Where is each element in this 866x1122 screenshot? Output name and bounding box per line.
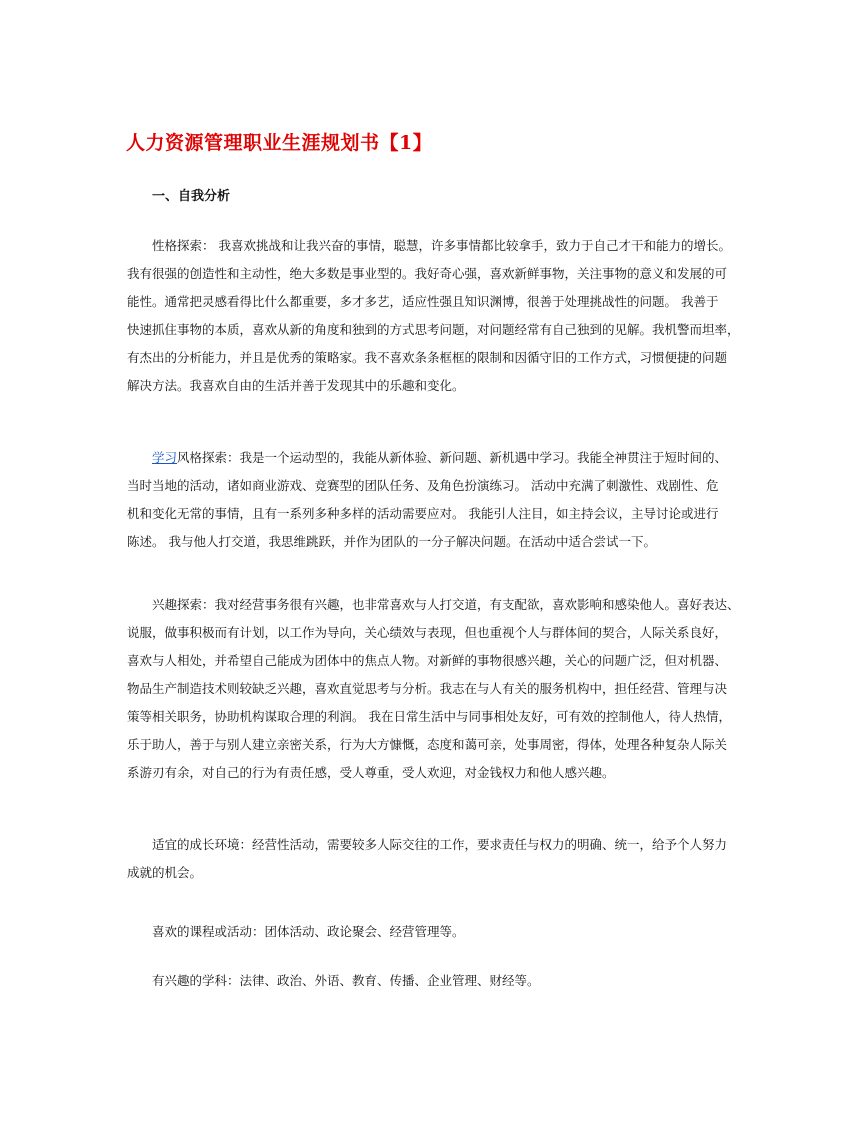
paragraph-learning <box>127 444 750 556</box>
paragraph-line: 当时当地的活动，诸如商业游戏、竞赛型的团队任务、及角色扮演练习。 活动中充满了刺激性、戏剧性、危 <box>127 478 719 493</box>
paragraph-line: 能性。通常把灵感看得比什么都重要，多才多艺，适应性强且知识渊博，很善于处理挑战性的问题。 我善于 <box>127 294 719 309</box>
paragraph-line: 说服，做事积极而有计划，以工作为导向，关心绩效与表现，但也重视个人与群体间的契合，人际关系良好， <box>127 625 728 640</box>
paragraph-line: 陈述。 我与他人打交道，我思维跳跃，并作为团队的一分子解决问题。在活动中适合尝试一下。 <box>127 534 656 549</box>
section-heading: 一、自我分析 <box>152 189 231 204</box>
paragraph-line: 喜欢的课程或活动：团体活动、政论聚会、经营管理等。 <box>152 924 465 939</box>
paragraph-line: 解决方法。我喜欢自由的生活并善于发现其中的乐趣和变化。 <box>127 378 465 393</box>
paragraph-line: 成就的机会。 <box>127 865 203 880</box>
paragraph-line: 适宜的成长环境：经营性活动，需要较多人际交往的工作，要求责任与权力的明确、统一，给予个人努力 <box>152 837 728 852</box>
paragraph-line: 物品生产制造技术则较缺乏兴趣，喜欢直觉思考与分析。我志在与人有关的服务机构中，担任经营、管理与决 <box>127 681 728 696</box>
paragraph-line <box>127 444 750 472</box>
paragraph-line: 快速抓住事物的本质，喜欢从新的角度和独到的方式思考问题，对问题经常有自己独到的见解。我机警而坦率， <box>127 322 740 337</box>
paragraph-line: 喜欢与人相处，并希望自己能成为团体中的焦点人物。对新鲜的事物很感兴趣，关心的问题广泛，但对机器、 <box>127 653 728 668</box>
paragraph-line: 我有很强的创造性和主动性，绝大多数是事业型的。我好奇心强，喜欢新鲜事物，关注事物的意义和发展的可 <box>127 266 728 281</box>
paragraph-environment <box>127 831 750 887</box>
learning-link[interactable]: 学习 <box>152 450 178 465</box>
paragraph-line: 系游刃有余，对自己的行为有责任感，受人尊重，受人欢迎，对金钱权力和他人感兴趣。 <box>127 765 615 780</box>
paragraph-line: 乐于助人，善于与别人建立亲密关系，行为大方慷慨，态度和蔼可亲，处事周密，得体，处理各种复杂人际关 <box>127 737 728 752</box>
paragraph-line: 有杰出的分析能力，并且是优秀的策略家。我不喜欢条条框框的限制和因循守旧的工作方式，习惯便捷的问题 <box>127 350 728 365</box>
paragraph-personality <box>127 232 750 400</box>
paragraph-line: 机和变化无常的事情，且有一系列多种多样的活动需要应对。 我能引人注目，如主持会议，主导讨论或进行 <box>127 506 719 521</box>
paragraph-subjects <box>127 967 750 995</box>
paragraph-line: 兴趣探索：我对经营事务很有兴趣，也非常喜欢与人打交道，有支配欲，喜欢影响和感染他人。喜好表达、 <box>152 597 740 612</box>
paragraph-line-rest: 风格探索：我是一个运动型的，我能从新体验、新问题、新机遇中学习。我能全神贯注于短时间的、 <box>177 450 728 465</box>
paragraph-interest <box>127 591 750 787</box>
document-title: 人力资源管理职业生涯规划书【1】 <box>126 132 433 154</box>
paragraph-line: 性格探索： 我喜欢挑战和让我兴奋的事情，聪慧，许多事情都比较拿手，致力于自己才干和能力的增长。 <box>152 238 731 253</box>
paragraph-line: 有兴趣的学科：法律、政治、外语、教育、传播、企业管理、财经等。 <box>152 973 540 988</box>
paragraph-line: 策等相关职务，协助机构谋取合理的利润。 我在日常生活中与同事相处友好，可有效的控制他人，待人热情， <box>127 709 731 724</box>
paragraph-courses <box>127 918 750 946</box>
